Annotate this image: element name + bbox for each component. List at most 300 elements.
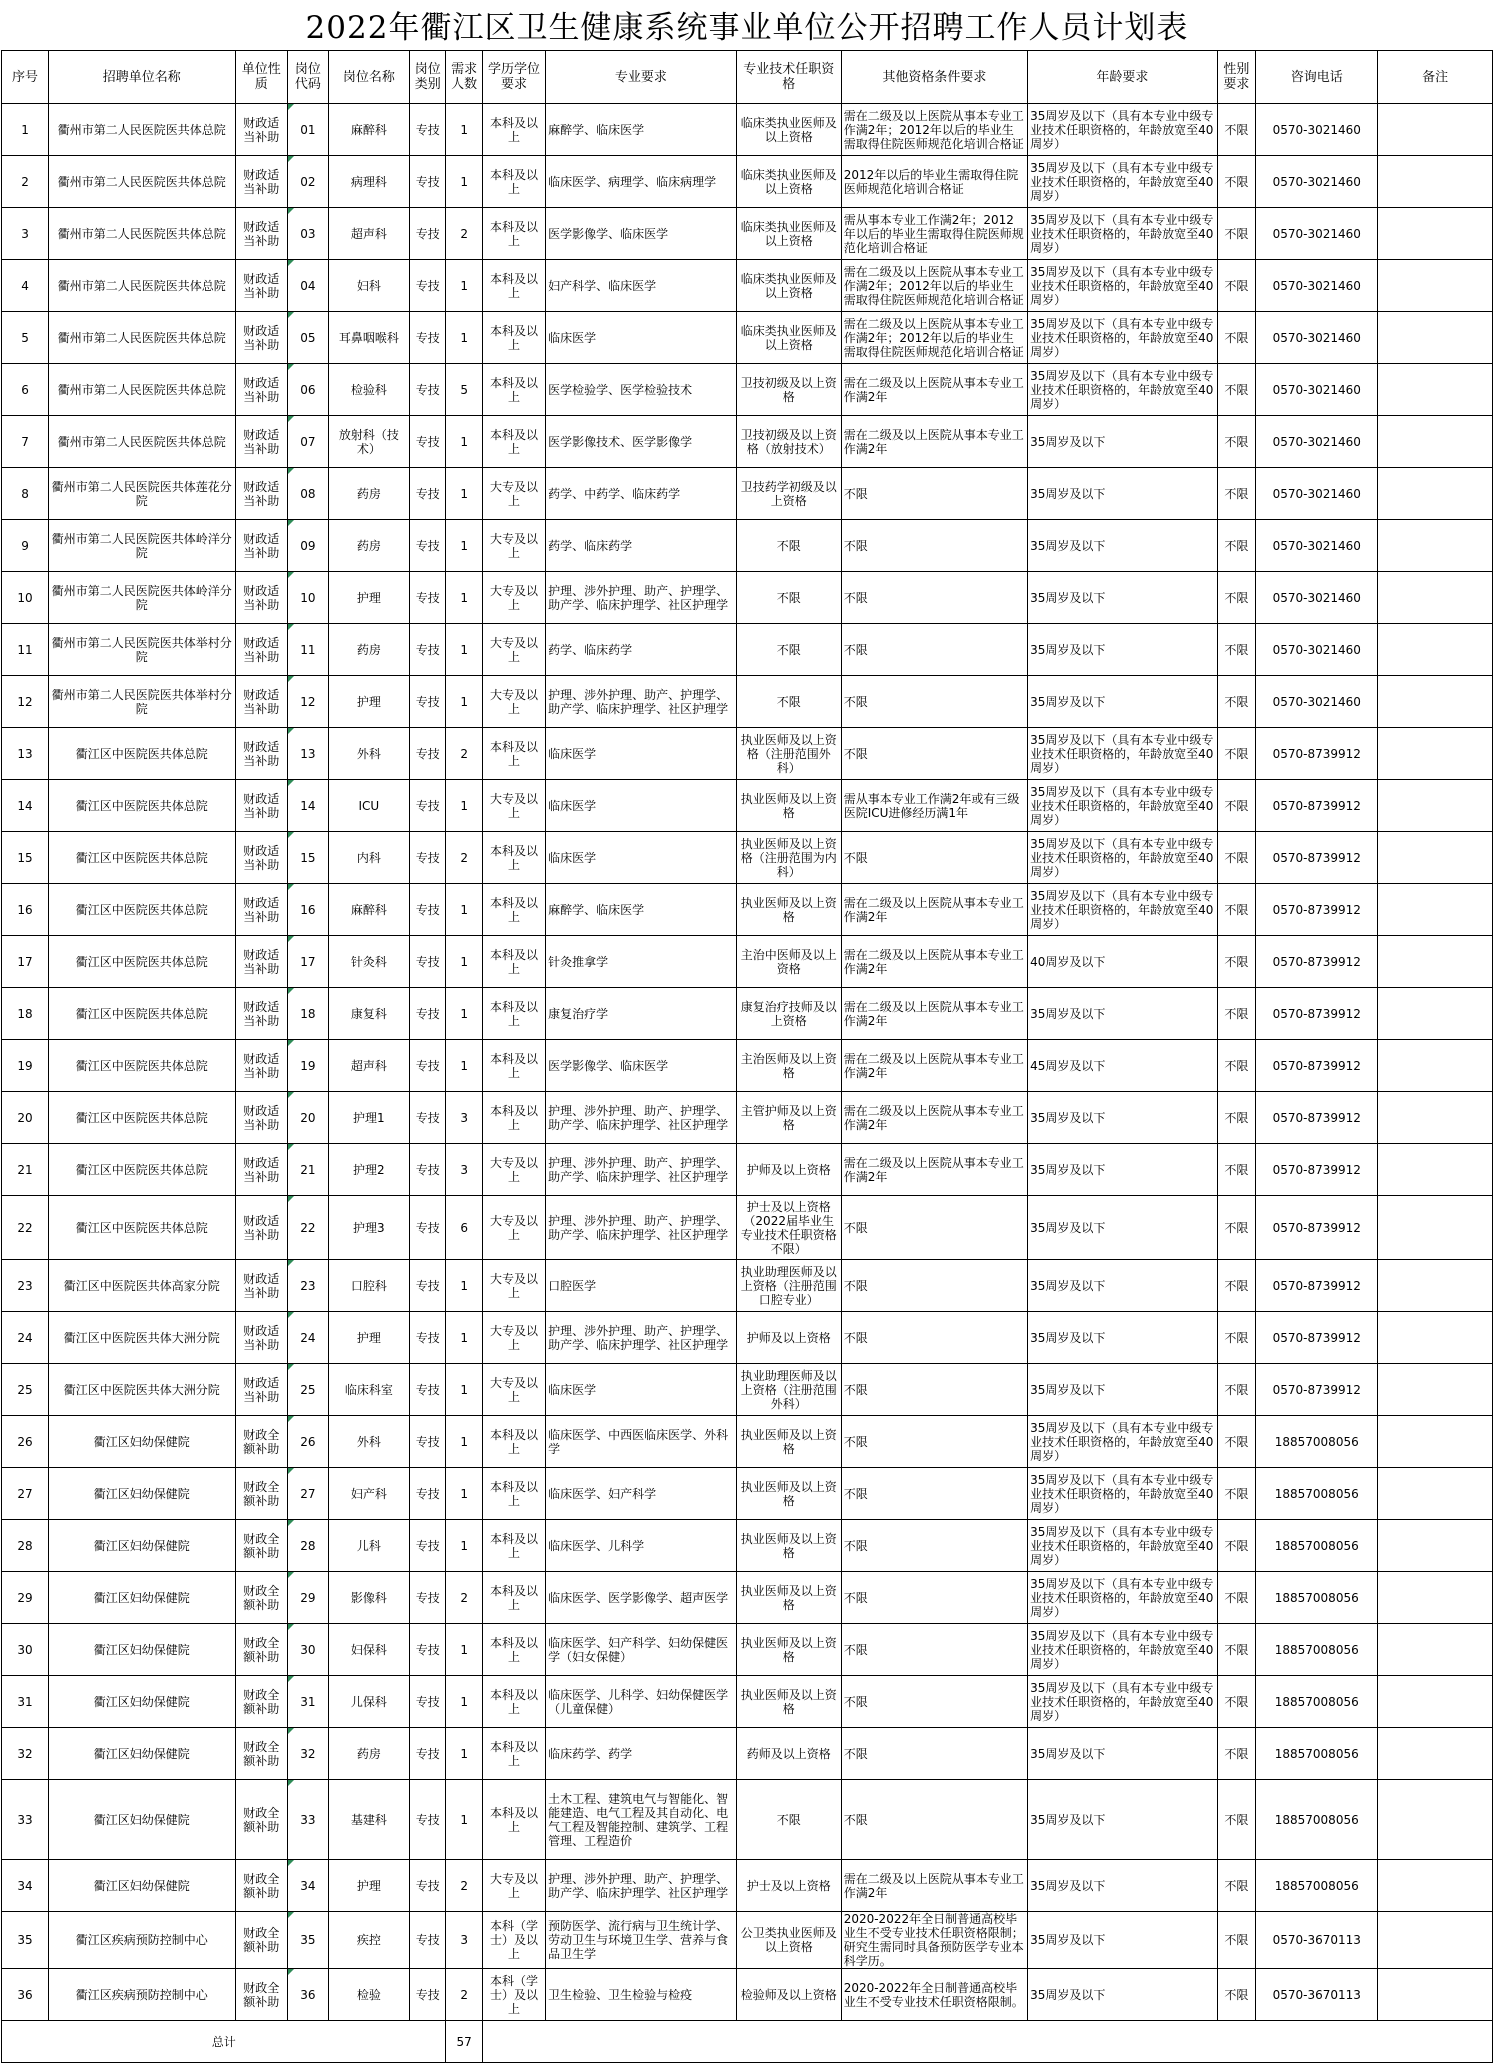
education-cell: 大专及以上: [482, 572, 545, 624]
remarks-cell: [1378, 1144, 1493, 1196]
unit-name-cell: 衢江区中医院医共体总院: [49, 988, 235, 1040]
post-code-cell: 05: [287, 312, 328, 364]
education-cell: 本科（学士）及以上: [482, 1912, 545, 1969]
age-cell: 45周岁及以下: [1028, 1040, 1218, 1092]
unit-name-cell: 衢江区疾病预防控制中心: [49, 1912, 235, 1969]
education-cell: 大专及以上: [482, 468, 545, 520]
education-cell: 本科及以上: [482, 208, 545, 260]
unit-name-cell: 衢州市第二人民医院医共体举村分院: [49, 624, 235, 676]
phone-cell: 0570-8739912: [1256, 884, 1378, 936]
unit-nature-cell: 财政适当补助: [235, 312, 287, 364]
unit-name-cell: 衢州市第二人民医院医共体岭洋分院: [49, 572, 235, 624]
post-name-cell: 基建科: [328, 1780, 409, 1860]
unit-name-cell: 衢州市第二人民医院医共体莲花分院: [49, 468, 235, 520]
phone-cell: 18857008056: [1256, 1860, 1378, 1912]
post-type-cell: 专技: [410, 1260, 446, 1312]
seq-cell: 1: [2, 104, 49, 156]
age-cell: 35周岁及以下（具有本专业中级专业技术任职资格的，年龄放宽至40周岁）: [1028, 208, 1218, 260]
gender-cell: 不限: [1217, 468, 1256, 520]
education-cell: 本科及以上: [482, 1624, 545, 1676]
other-requirements-cell: 需在二级及以上医院从事本专业工作满2年: [841, 1860, 1027, 1912]
post-type-cell: 专技: [410, 676, 446, 728]
phone-cell: 18857008056: [1256, 1676, 1378, 1728]
table-row: [2, 1260, 1493, 1312]
gender-cell: 不限: [1217, 208, 1256, 260]
age-cell: 35周岁及以下: [1028, 1312, 1218, 1364]
unit-name-cell: 衢州市第二人民医院医共体总院: [49, 104, 235, 156]
unit-nature-cell: 财政适当补助: [235, 780, 287, 832]
phone-cell: 18857008056: [1256, 1520, 1378, 1572]
post-type-cell: 专技: [410, 520, 446, 572]
table-row: [2, 468, 1493, 520]
other-requirements-cell: 不限: [841, 1312, 1027, 1364]
major-cell: 临床医学、医学影像学、超声医学: [546, 1572, 737, 1624]
table-row: [2, 884, 1493, 936]
qualification-cell: 执业医师及以上资格: [736, 780, 841, 832]
unit-name-cell: 衢江区妇幼保健院: [49, 1468, 235, 1520]
headcount-cell: 1: [446, 1520, 482, 1572]
remarks-cell: [1378, 1520, 1493, 1572]
seq-cell: 33: [2, 1780, 49, 1860]
education-cell: 本科及以上: [482, 1468, 545, 1520]
post-name-cell: 护理: [328, 676, 409, 728]
post-type-cell: 专技: [410, 1196, 446, 1260]
qualification-cell: 执业医师及以上资格: [736, 1624, 841, 1676]
qualification-cell: 护师及以上资格: [736, 1312, 841, 1364]
age-cell: 35周岁及以下（具有本专业中级专业技术任职资格的，年龄放宽至40周岁）: [1028, 312, 1218, 364]
post-name-cell: 临床科室: [328, 1364, 409, 1416]
remarks-cell: [1378, 1416, 1493, 1468]
post-code-cell: 27: [287, 1468, 328, 1520]
other-requirements-cell: 需从事本专业工作满2年；2012年以后的毕业生需取得住院医师规范化培训合格证: [841, 208, 1027, 260]
gender-cell: 不限: [1217, 1572, 1256, 1624]
major-cell: 麻醉学、临床医学: [546, 884, 737, 936]
unit-name-cell: 衢江区中医院医共体总院: [49, 832, 235, 884]
seq-cell: 10: [2, 572, 49, 624]
major-cell: 临床医学、病理学、临床病理学: [546, 156, 737, 208]
seq-cell: 5: [2, 312, 49, 364]
phone-cell: 18857008056: [1256, 1780, 1378, 1860]
seq-cell: 7: [2, 416, 49, 468]
table-row: [2, 1676, 1493, 1728]
remarks-cell: [1378, 156, 1493, 208]
qualification-cell: 执业医师及以上资格: [736, 884, 841, 936]
major-cell: 医学影像学、临床医学: [546, 1040, 737, 1092]
remarks-cell: [1378, 1780, 1493, 1860]
unit-nature-cell: 财政全额补助: [235, 1624, 287, 1676]
unit-nature-cell: 财政适当补助: [235, 1364, 287, 1416]
age-cell: 35周岁及以下: [1028, 1969, 1218, 2021]
seq-cell: 20: [2, 1092, 49, 1144]
phone-cell: 18857008056: [1256, 1416, 1378, 1468]
qualification-cell: 护师及以上资格: [736, 1144, 841, 1196]
age-cell: 35周岁及以下: [1028, 1260, 1218, 1312]
table-row: [2, 1312, 1493, 1364]
education-cell: 本科及以上: [482, 936, 545, 988]
post-name-cell: 护理: [328, 572, 409, 624]
major-cell: 临床医学: [546, 832, 737, 884]
post-name-cell: 外科: [328, 728, 409, 780]
post-name-cell: 麻醉科: [328, 104, 409, 156]
headcount-cell: 1: [446, 104, 482, 156]
header-cell: 序号: [2, 51, 49, 104]
unit-name-cell: 衢江区中医院医共体总院: [49, 1196, 235, 1260]
table-row: [2, 1144, 1493, 1196]
education-cell: 本科及以上: [482, 728, 545, 780]
gender-cell: 不限: [1217, 1468, 1256, 1520]
unit-name-cell: 衢州市第二人民医院医共体总院: [49, 208, 235, 260]
headcount-cell: 3: [446, 1092, 482, 1144]
post-type-cell: 专技: [410, 260, 446, 312]
header-cell: 岗位代码: [287, 51, 328, 104]
age-cell: 35周岁及以下: [1028, 1196, 1218, 1260]
major-cell: 麻醉学、临床医学: [546, 104, 737, 156]
headcount-cell: 1: [446, 988, 482, 1040]
education-cell: 大专及以上: [482, 676, 545, 728]
headcount-cell: 1: [446, 156, 482, 208]
post-type-cell: 专技: [410, 728, 446, 780]
age-cell: 35周岁及以下: [1028, 1364, 1218, 1416]
headcount-cell: 1: [446, 1468, 482, 1520]
age-cell: 35周岁及以下（具有本专业中级专业技术任职资格的，年龄放宽至40周岁）: [1028, 1520, 1218, 1572]
header-cell: 专业技术任职资格: [736, 51, 841, 104]
post-code-cell: 19: [287, 1040, 328, 1092]
unit-name-cell: 衢江区疾病预防控制中心: [49, 1969, 235, 2021]
qualification-cell: 公卫类执业医师及以上资格: [736, 1912, 841, 1969]
remarks-cell: [1378, 1040, 1493, 1092]
post-code-cell: 06: [287, 364, 328, 416]
unit-nature-cell: 财政全额补助: [235, 1572, 287, 1624]
unit-nature-cell: 财政适当补助: [235, 208, 287, 260]
gender-cell: 不限: [1217, 1728, 1256, 1780]
phone-cell: 0570-3021460: [1256, 104, 1378, 156]
header-cell: 岗位名称: [328, 51, 409, 104]
other-requirements-cell: 2020-2022年全日制普通高校毕业生不受专业技术任职资格限制。: [841, 1969, 1027, 2021]
post-name-cell: 药房: [328, 468, 409, 520]
unit-name-cell: 衢州市第二人民医院医共体总院: [49, 312, 235, 364]
headcount-cell: 2: [446, 728, 482, 780]
qualification-cell: 卫技初级及以上资格: [736, 364, 841, 416]
header-cell: 备注: [1378, 51, 1493, 104]
gender-cell: 不限: [1217, 416, 1256, 468]
gender-cell: 不限: [1217, 936, 1256, 988]
seq-cell: 13: [2, 728, 49, 780]
remarks-cell: [1378, 260, 1493, 312]
remarks-cell: [1378, 1912, 1493, 1969]
header-cell: 学历学位要求: [482, 51, 545, 104]
post-type-cell: 专技: [410, 1312, 446, 1364]
gender-cell: 不限: [1217, 1860, 1256, 1912]
header-cell: 专业要求: [546, 51, 737, 104]
post-code-cell: 31: [287, 1676, 328, 1728]
post-code-cell: 09: [287, 520, 328, 572]
phone-cell: 0570-8739912: [1256, 728, 1378, 780]
qualification-cell: 主治中医师及以上资格: [736, 936, 841, 988]
phone-cell: 0570-3021460: [1256, 312, 1378, 364]
headcount-cell: 2: [446, 832, 482, 884]
unit-name-cell: 衢江区中医院医共体高家分院: [49, 1260, 235, 1312]
remarks-cell: [1378, 676, 1493, 728]
header-cell: 年龄要求: [1028, 51, 1218, 104]
headcount-cell: 1: [446, 676, 482, 728]
unit-nature-cell: 财政全额补助: [235, 1969, 287, 2021]
gender-cell: 不限: [1217, 1912, 1256, 1969]
post-code-cell: 21: [287, 1144, 328, 1196]
gender-cell: 不限: [1217, 572, 1256, 624]
other-requirements-cell: 不限: [841, 520, 1027, 572]
unit-name-cell: 衢江区妇幼保健院: [49, 1676, 235, 1728]
post-code-cell: 01: [287, 104, 328, 156]
age-cell: 35周岁及以下（具有本专业中级专业技术任职资格的，年龄放宽至40周岁）: [1028, 1624, 1218, 1676]
major-cell: 临床医学: [546, 312, 737, 364]
age-cell: 35周岁及以下: [1028, 1860, 1218, 1912]
education-cell: 本科及以上: [482, 988, 545, 1040]
unit-nature-cell: 财政适当补助: [235, 1144, 287, 1196]
post-name-cell: 护理: [328, 1312, 409, 1364]
post-code-cell: 35: [287, 1912, 328, 1969]
other-requirements-cell: 需在二级及以上医院从事本专业工作满2年；2012年以后的毕业生需取得住院医师规范化培训合格证: [841, 312, 1027, 364]
headcount-cell: 1: [446, 624, 482, 676]
phone-cell: 0570-8739912: [1256, 1196, 1378, 1260]
other-requirements-cell: 需在二级及以上医院从事本专业工作满2年: [841, 1040, 1027, 1092]
post-code-cell: 23: [287, 1260, 328, 1312]
education-cell: 本科及以上: [482, 260, 545, 312]
remarks-cell: [1378, 208, 1493, 260]
unit-name-cell: 衢江区中医院医共体总院: [49, 780, 235, 832]
major-cell: 护理、涉外护理、助产、护理学、助产学、临床护理学、社区护理学: [546, 572, 737, 624]
table-row: [2, 208, 1493, 260]
major-cell: 药学、临床药学: [546, 624, 737, 676]
gender-cell: 不限: [1217, 1144, 1256, 1196]
unit-name-cell: 衢江区中医院医共体总院: [49, 728, 235, 780]
qualification-cell: 执业医师及以上资格: [736, 1572, 841, 1624]
table-row: [2, 104, 1493, 156]
total-value: 57: [446, 2021, 482, 2063]
unit-nature-cell: 财政适当补助: [235, 572, 287, 624]
phone-cell: 0570-8739912: [1256, 988, 1378, 1040]
post-name-cell: 影像科: [328, 1572, 409, 1624]
major-cell: 护理、涉外护理、助产、护理学、助产学、临床护理学、社区护理学: [546, 1312, 737, 1364]
headcount-cell: 1: [446, 260, 482, 312]
seq-cell: 9: [2, 520, 49, 572]
other-requirements-cell: 2012年以后的毕业生需取得住院医师规范化培训合格证: [841, 156, 1027, 208]
unit-nature-cell: 财政适当补助: [235, 1040, 287, 1092]
other-requirements-cell: 2020-2022年全日制普通高校毕业生不受专业技术任职资格限制；研究生需同时具备预防医学专业本科学历。: [841, 1912, 1027, 1969]
post-code-cell: 30: [287, 1624, 328, 1676]
seq-cell: 26: [2, 1416, 49, 1468]
gender-cell: 不限: [1217, 312, 1256, 364]
major-cell: 医学检验学、医学检验技术: [546, 364, 737, 416]
post-type-cell: 专技: [410, 312, 446, 364]
post-type-cell: 专技: [410, 936, 446, 988]
qualification-cell: 药师及以上资格: [736, 1728, 841, 1780]
table-row: [2, 988, 1493, 1040]
seq-cell: 19: [2, 1040, 49, 1092]
post-type-cell: 专技: [410, 1144, 446, 1196]
post-type-cell: 专技: [410, 1676, 446, 1728]
education-cell: 本科及以上: [482, 364, 545, 416]
education-cell: 本科及以上: [482, 1520, 545, 1572]
unit-nature-cell: 财政适当补助: [235, 728, 287, 780]
major-cell: 护理、涉外护理、助产、护理学、助产学、临床护理学、社区护理学: [546, 1144, 737, 1196]
education-cell: 本科及以上: [482, 1780, 545, 1860]
unit-name-cell: 衢江区中医院医共体总院: [49, 1144, 235, 1196]
qualification-cell: 不限: [736, 572, 841, 624]
age-cell: 40周岁及以下: [1028, 936, 1218, 988]
age-cell: 35周岁及以下: [1028, 1144, 1218, 1196]
qualification-cell: 执业医师及以上资格（注册范围外科）: [736, 728, 841, 780]
age-cell: 35周岁及以下（具有本专业中级专业技术任职资格的，年龄放宽至40周岁）: [1028, 364, 1218, 416]
remarks-cell: [1378, 1468, 1493, 1520]
headcount-cell: 1: [446, 312, 482, 364]
post-name-cell: 儿科: [328, 1520, 409, 1572]
phone-cell: 0570-8739912: [1256, 1260, 1378, 1312]
headcount-cell: 1: [446, 520, 482, 572]
table-row: [2, 1624, 1493, 1676]
post-code-cell: 02: [287, 156, 328, 208]
post-type-cell: 专技: [410, 1520, 446, 1572]
other-requirements-cell: 不限: [841, 1468, 1027, 1520]
post-code-cell: 20: [287, 1092, 328, 1144]
post-code-cell: 14: [287, 780, 328, 832]
other-requirements-cell: 需在二级及以上医院从事本专业工作满2年；2012年以后的毕业生需取得住院医师规范化培训合格证: [841, 104, 1027, 156]
table-row: [2, 676, 1493, 728]
other-requirements-cell: 不限: [841, 572, 1027, 624]
seq-cell: 2: [2, 156, 49, 208]
unit-name-cell: 衢州市第二人民医院医共体总院: [49, 260, 235, 312]
seq-cell: 6: [2, 364, 49, 416]
gender-cell: 不限: [1217, 520, 1256, 572]
seq-cell: 15: [2, 832, 49, 884]
post-code-cell: 07: [287, 416, 328, 468]
post-code-cell: 33: [287, 1780, 328, 1860]
unit-name-cell: 衢江区中医院医共体总院: [49, 1040, 235, 1092]
post-type-cell: 专技: [410, 1969, 446, 2021]
total-blank: [482, 2021, 1492, 2063]
post-code-cell: 29: [287, 1572, 328, 1624]
total-label: 总计: [2, 2021, 446, 2063]
table-row: [2, 416, 1493, 468]
major-cell: 临床医学: [546, 780, 737, 832]
remarks-cell: [1378, 364, 1493, 416]
headcount-cell: 3: [446, 1912, 482, 1969]
table-row: [2, 1780, 1493, 1860]
gender-cell: 不限: [1217, 260, 1256, 312]
major-cell: 临床医学: [546, 1364, 737, 1416]
unit-name-cell: 衢江区中医院医共体大洲分院: [49, 1312, 235, 1364]
major-cell: 护理、涉外护理、助产、护理学、助产学、临床护理学、社区护理学: [546, 1196, 737, 1260]
remarks-cell: [1378, 728, 1493, 780]
gender-cell: 不限: [1217, 624, 1256, 676]
other-requirements-cell: 需从事本专业工作满2年或有三级医院ICU进修经历满1年: [841, 780, 1027, 832]
qualification-cell: 执业助理医师及以上资格（注册范围口腔专业）: [736, 1260, 841, 1312]
other-requirements-cell: 不限: [841, 1196, 1027, 1260]
post-name-cell: 麻醉科: [328, 884, 409, 936]
seq-cell: 17: [2, 936, 49, 988]
other-requirements-cell: 不限: [841, 1728, 1027, 1780]
phone-cell: 0570-8739912: [1256, 1312, 1378, 1364]
major-cell: 护理、涉外护理、助产、护理学、助产学、临床护理学、社区护理学: [546, 1860, 737, 1912]
post-name-cell: 儿保科: [328, 1676, 409, 1728]
other-requirements-cell: 不限: [841, 1572, 1027, 1624]
unit-nature-cell: 财政全额补助: [235, 1416, 287, 1468]
unit-nature-cell: 财政适当补助: [235, 364, 287, 416]
gender-cell: 不限: [1217, 1364, 1256, 1416]
other-requirements-cell: 不限: [841, 1260, 1027, 1312]
post-name-cell: 药房: [328, 520, 409, 572]
post-code-cell: 12: [287, 676, 328, 728]
seq-cell: 22: [2, 1196, 49, 1260]
post-type-cell: 专技: [410, 884, 446, 936]
headcount-cell: 3: [446, 1144, 482, 1196]
education-cell: 大专及以上: [482, 1312, 545, 1364]
unit-nature-cell: 财政适当补助: [235, 1092, 287, 1144]
age-cell: 35周岁及以下: [1028, 1728, 1218, 1780]
table-row: [2, 312, 1493, 364]
phone-cell: 18857008056: [1256, 1624, 1378, 1676]
other-requirements-cell: 不限: [841, 1780, 1027, 1860]
education-cell: 大专及以上: [482, 1364, 545, 1416]
post-name-cell: 超声科: [328, 1040, 409, 1092]
post-code-cell: 03: [287, 208, 328, 260]
table-row: [2, 624, 1493, 676]
qualification-cell: 临床类执业医师及以上资格: [736, 104, 841, 156]
unit-name-cell: 衢江区中医院医共体总院: [49, 884, 235, 936]
seq-cell: 8: [2, 468, 49, 520]
seq-cell: 27: [2, 1468, 49, 1520]
post-name-cell: 护理2: [328, 1144, 409, 1196]
headcount-cell: 1: [446, 1676, 482, 1728]
unit-nature-cell: 财政适当补助: [235, 416, 287, 468]
remarks-cell: [1378, 520, 1493, 572]
major-cell: 临床药学、药学: [546, 1728, 737, 1780]
unit-nature-cell: 财政适当补助: [235, 260, 287, 312]
table-row: [2, 260, 1493, 312]
gender-cell: 不限: [1217, 1520, 1256, 1572]
table-row: [2, 1468, 1493, 1520]
remarks-cell: [1378, 1860, 1493, 1912]
post-code-cell: 13: [287, 728, 328, 780]
major-cell: 临床医学、妇产科学: [546, 1468, 737, 1520]
post-name-cell: 针灸科: [328, 936, 409, 988]
unit-nature-cell: 财政适当补助: [235, 832, 287, 884]
post-code-cell: 11: [287, 624, 328, 676]
major-cell: 医学影像技术、医学影像学: [546, 416, 737, 468]
post-name-cell: 护理1: [328, 1092, 409, 1144]
unit-name-cell: 衢江区妇幼保健院: [49, 1572, 235, 1624]
headcount-cell: 1: [446, 936, 482, 988]
other-requirements-cell: 不限: [841, 1364, 1027, 1416]
gender-cell: 不限: [1217, 1312, 1256, 1364]
table-row: [2, 1520, 1493, 1572]
education-cell: 大专及以上: [482, 1260, 545, 1312]
education-cell: 本科及以上: [482, 104, 545, 156]
table-row: [2, 936, 1493, 988]
post-code-cell: 17: [287, 936, 328, 988]
gender-cell: 不限: [1217, 1780, 1256, 1860]
headcount-cell: 1: [446, 1364, 482, 1416]
unit-nature-cell: 财政适当补助: [235, 104, 287, 156]
post-type-cell: 专技: [410, 104, 446, 156]
post-code-cell: 28: [287, 1520, 328, 1572]
post-type-cell: 专技: [410, 364, 446, 416]
post-name-cell: 药房: [328, 1728, 409, 1780]
gender-cell: 不限: [1217, 104, 1256, 156]
table-row: [2, 728, 1493, 780]
headcount-cell: 2: [446, 1969, 482, 2021]
phone-cell: 0570-3021460: [1256, 260, 1378, 312]
remarks-cell: [1378, 1312, 1493, 1364]
